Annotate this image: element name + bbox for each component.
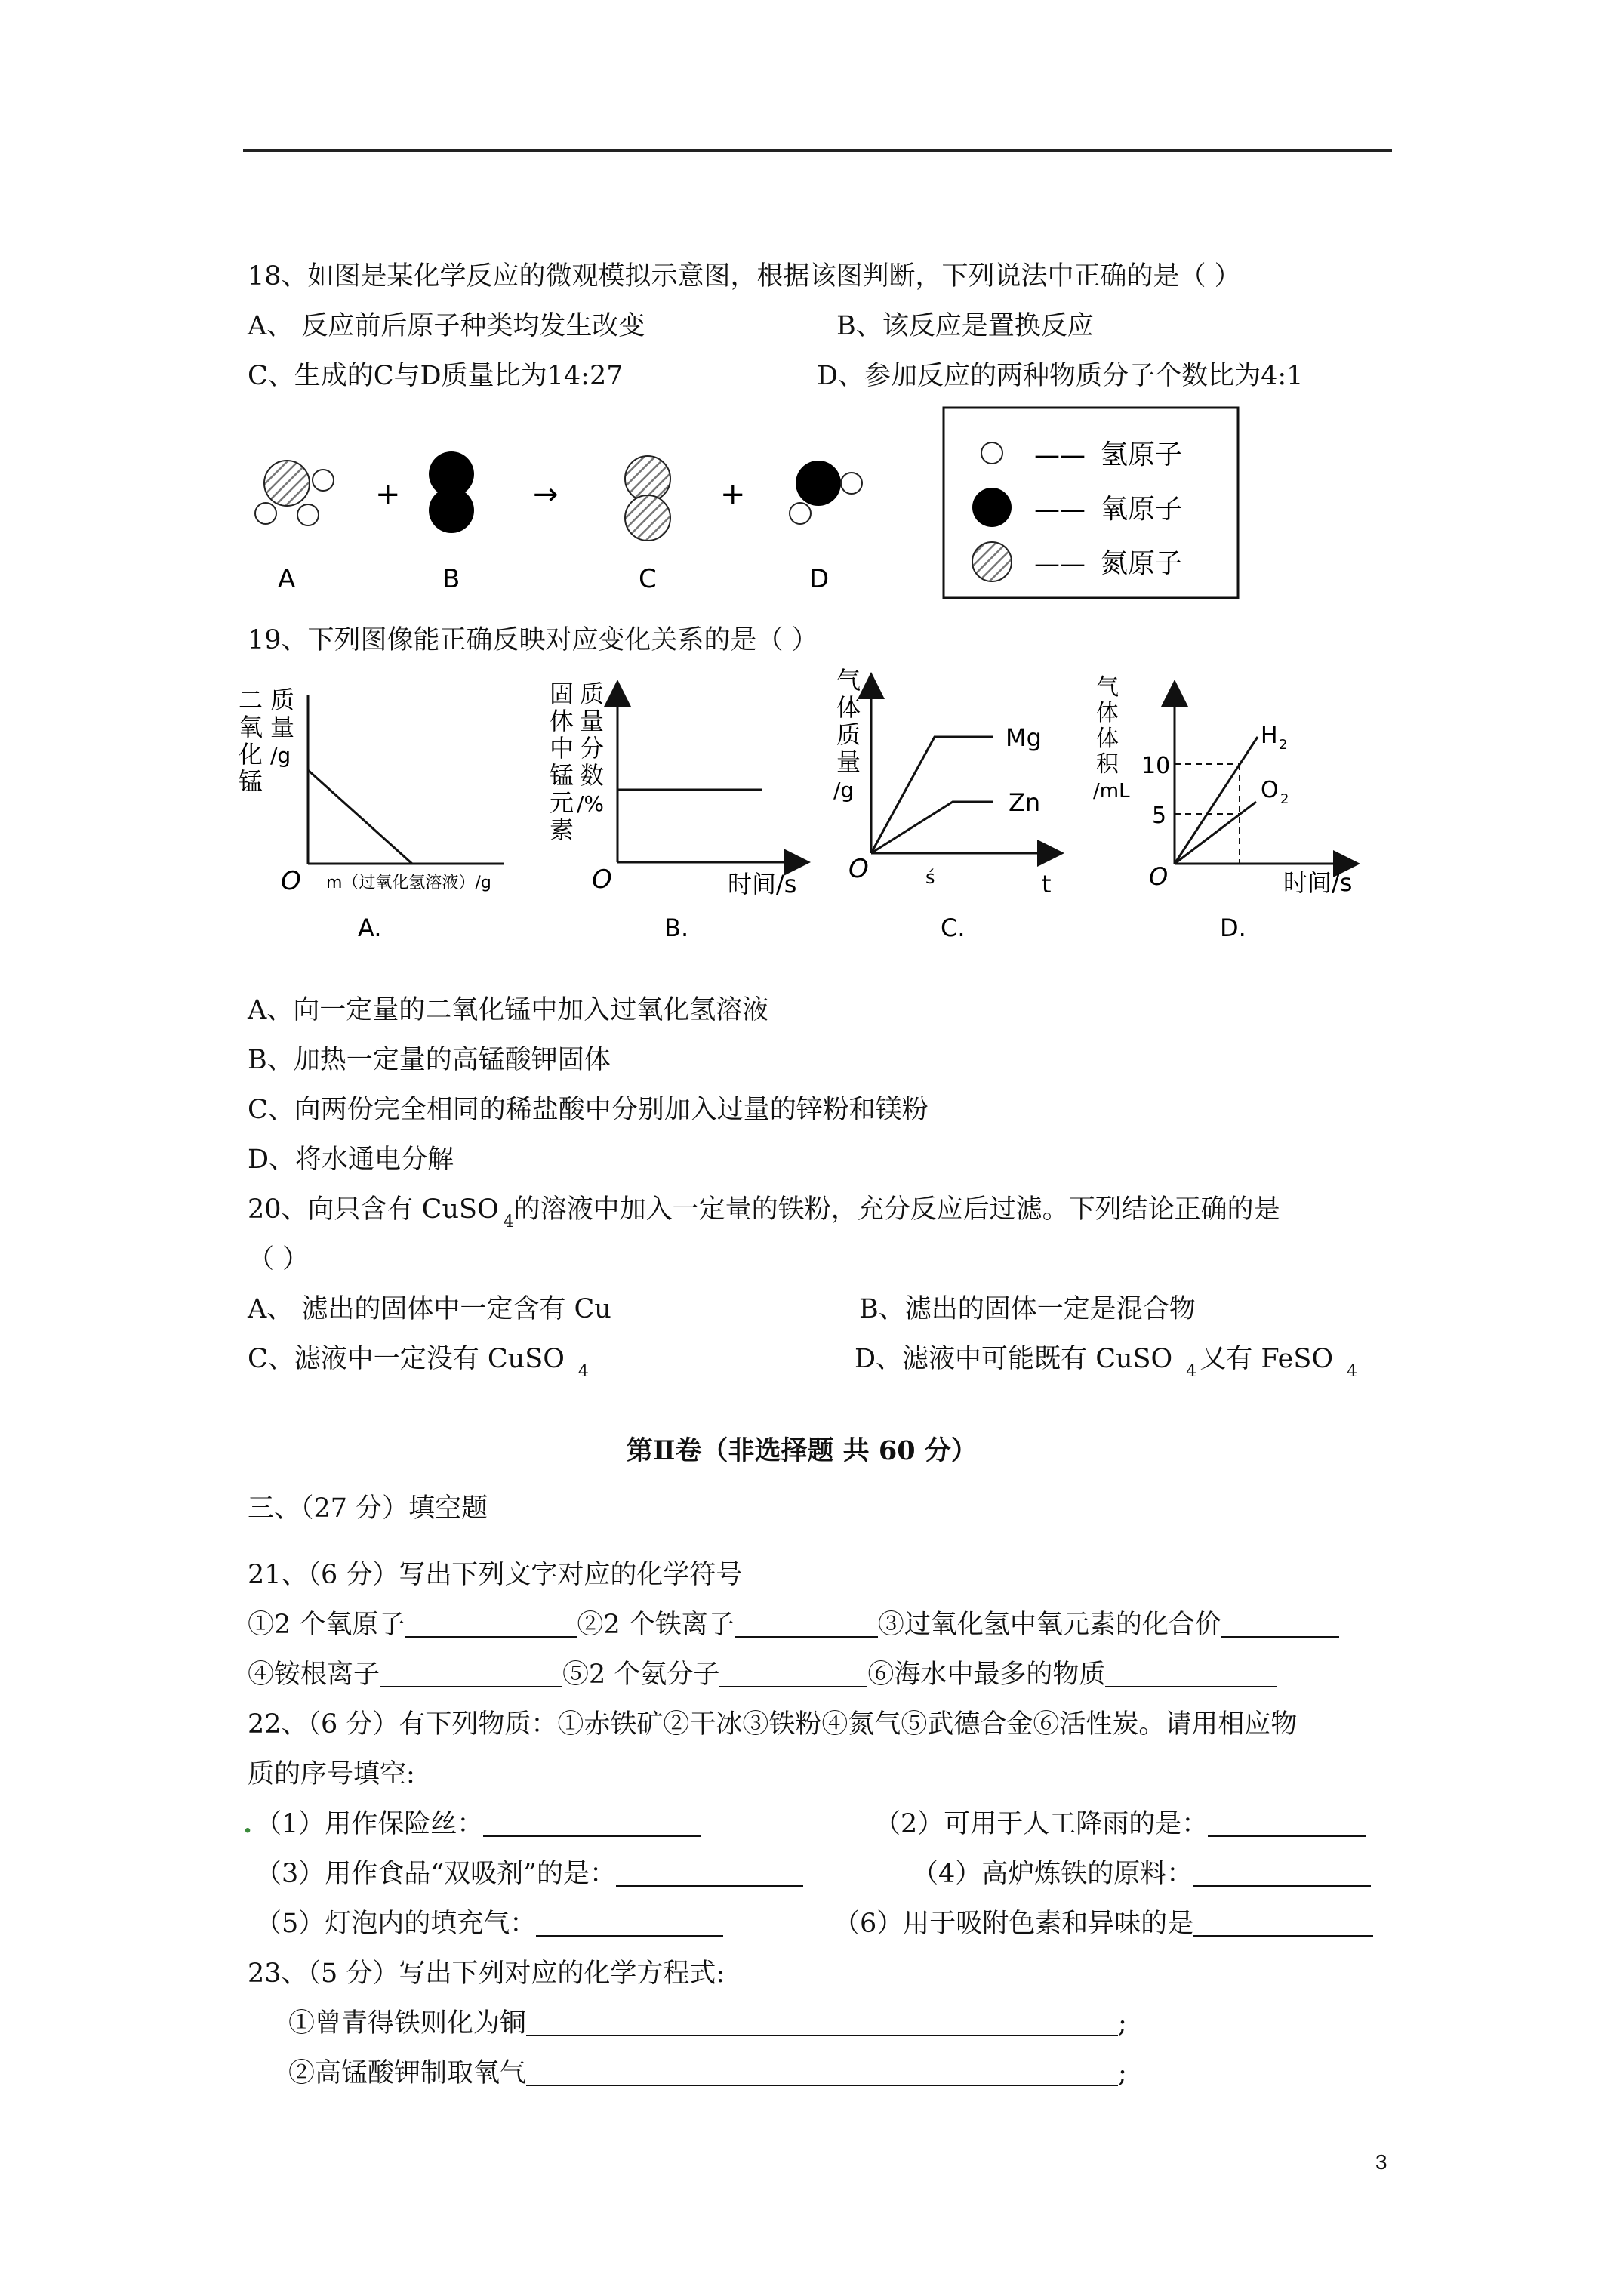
q18-option-b: B、该反应是置换反应 [836, 311, 1094, 341]
graph-b-caption: B. [664, 914, 689, 942]
q21-item-4: ④铵根离子 [248, 1660, 380, 1690]
legend-sep-3: —— [1034, 549, 1086, 579]
legend-n-atom [972, 542, 1012, 581]
q18-option-d: D、参加反应的两种物质分子个数比为4:1 [817, 361, 1304, 391]
label-a: A [278, 564, 296, 594]
legend-h-atom [981, 442, 1002, 464]
q18-stem: 18、如图是某化学反应的微观模拟示意图，根据该图判断，下列说法中正确的是（ ） [248, 261, 1241, 291]
graph-d-h2-line [1175, 737, 1258, 864]
q20-option-d-sub2: 4 [1347, 1362, 1358, 1381]
graph-a [239, 686, 504, 942]
graph-d-caption: D. [1220, 914, 1246, 942]
molecule-d [790, 461, 862, 524]
q22-row3-left [255, 1907, 723, 1940]
part3-heading: 三、（27 分）填空题 [248, 1493, 488, 1524]
q21-item-3: ③过氧化氢中氧元素的化合价 [877, 1610, 1221, 1640]
graph-c-zn-label: Zn [1009, 788, 1041, 817]
q22-item-1: （1）用作保险丝： [255, 1809, 484, 1839]
graph-c-ylabel-4: 量 [836, 747, 861, 776]
q23-semicolon-2: ; [1118, 2058, 1127, 2088]
page-number: 3 [1375, 2150, 1387, 2174]
graph-c-caption: C. [941, 914, 965, 942]
graph-a-ylabel-3: 化 [239, 740, 263, 769]
q22-blank-2[interactable] [1208, 1811, 1366, 1837]
graph-b-ylabel2-2: 量 [580, 707, 605, 735]
q22-row1-right [874, 1808, 1366, 1841]
q21-blank-5[interactable] [719, 1662, 867, 1687]
reaction-diagram [0, 0, 1623, 619]
graph-b-ylabel-2: 体 [550, 707, 574, 735]
section-title: 第Ⅱ卷（非选择题 共 60 分） [627, 1435, 978, 1466]
q23-item-2: ②高锰酸钾制取氧气 [288, 2058, 527, 2088]
molecule-c [625, 456, 670, 541]
q20-stem-pre: 20、向只含有 CuSO [248, 1194, 499, 1225]
graph-d-o2-line [1175, 802, 1256, 864]
graph-b-ylabel2-1: 质 [580, 680, 605, 708]
q22-blank-4[interactable] [1193, 1861, 1371, 1887]
graph-d-ylabel-1: 气 [1096, 674, 1119, 701]
legend-box [944, 408, 1238, 598]
plus-sign-2: + [720, 477, 746, 512]
q22-blank-3[interactable] [616, 1861, 803, 1887]
q21-row1 [248, 1608, 1339, 1641]
q22-blank-1[interactable] [483, 1811, 701, 1837]
graph-b-ylabel-1: 固 [550, 680, 574, 708]
legend-sep-1: —— [1034, 440, 1086, 470]
q23-row2 [288, 2057, 1127, 2090]
label-b: B [442, 564, 460, 594]
q23-semicolon-1: ; [1118, 2008, 1127, 2039]
graph-b-ylabel2-5: /% [577, 791, 605, 816]
graph-c-ylabel-2: 体 [836, 693, 861, 722]
graph-d-xlabel: 时间/s [1283, 868, 1353, 897]
graph-a-caption: A. [358, 914, 382, 942]
q23-row1 [288, 2007, 1127, 2040]
label-c: C [639, 564, 657, 594]
q20-stem-post: 的溶液中加入一定量的铁粉，充分反应后过滤。下列结论正确的是 [513, 1194, 1280, 1225]
q20-option-b: B、滤出的固体一定是混合物 [859, 1294, 1196, 1324]
graph-c-mg-label: Mg [1006, 723, 1042, 752]
q21-blank-3[interactable] [1221, 1612, 1339, 1638]
graph-a-xlabel: m（过氧化氢溶液）/g [326, 874, 491, 892]
graph-d-origin: O [1149, 862, 1169, 891]
q23-stem: 23、（5 分）写出下列对应的化学方程式: [248, 1959, 725, 1989]
graph-c-xlabel: t [1042, 870, 1052, 898]
q20-option-d-mid: 又有 FeSO [1200, 1344, 1334, 1374]
graph-d-h2-sub: 2 [1279, 737, 1288, 753]
graph-c-origin: O [848, 854, 869, 884]
molecule-a [255, 461, 334, 525]
graph-a-ylabel2-1: 质 [270, 686, 295, 714]
plus-sign-1: + [375, 477, 401, 512]
green-dot: . [243, 1808, 253, 1839]
q20-option-d [855, 1342, 1357, 1388]
graph-d-h2-label: H [1261, 723, 1278, 749]
q20-option-c-sub: 4 [577, 1362, 589, 1381]
graph-b-ylabel-5: 元 [550, 788, 574, 817]
graph-d-o2-label: O [1261, 777, 1279, 803]
graph-a-ylabel2-2: 量 [270, 713, 295, 741]
graph-b-ylabel2-3: 分 [580, 734, 605, 763]
q22-row1-left [255, 1808, 701, 1841]
graph-a-ylabel2-3: /g [270, 743, 291, 768]
legend-oxygen: 氧原子 [1101, 494, 1183, 525]
q21-blank-1[interactable] [405, 1612, 577, 1638]
graph-b [550, 680, 806, 942]
graph-b-ylabel-3: 中 [550, 734, 574, 763]
q23-blank-2[interactable] [526, 2060, 1118, 2086]
q22-stem-2: 质的序号填空: [248, 1759, 415, 1789]
q23-blank-1[interactable] [526, 2011, 1118, 2036]
legend-nitrogen: 氮原子 [1101, 548, 1183, 579]
q19-option-b: B、加热一定量的高锰酸钾固体 [248, 1045, 611, 1075]
q22-item-5: （5）灯泡内的填充气： [255, 1909, 537, 1939]
reaction-arrow: → [533, 477, 559, 512]
graph-c-xlabel-left: ś [925, 867, 935, 888]
q22-blank-6[interactable] [1193, 1911, 1373, 1937]
graph-c-ylabel-1: 气 [836, 666, 861, 695]
q22-row3-right [833, 1907, 1373, 1940]
graph-c [833, 666, 1060, 942]
q21-blank-4[interactable] [380, 1662, 562, 1687]
q20-option-c-text: C、滤液中一定没有 CuSO [248, 1344, 565, 1374]
q21-stem: 21、（6 分）写出下列文字对应的化学符号 [248, 1560, 743, 1590]
q21-blank-2[interactable] [735, 1612, 878, 1638]
q20-option-d-text: D、滤液中可能既有 CuSO [855, 1344, 1173, 1374]
graph-d-o2-sub: 2 [1280, 791, 1289, 807]
graph-b-origin: O [592, 864, 612, 895]
graph-a-ylabel-1: 二 [239, 686, 263, 714]
graph-b-xlabel: 时间/s [728, 870, 797, 898]
q22-item-3: （3）用作食品“双吸剂”的是： [255, 1859, 617, 1889]
legend-o-atom [972, 488, 1012, 527]
graph-c-zn-line [871, 802, 993, 853]
q20-option-a: A、 滤出的固体中一定含有 Cu [248, 1294, 611, 1324]
q21-item-5: ⑤2 个氨分子 [562, 1660, 720, 1690]
q19-option-d: D、将水通电分解 [248, 1145, 454, 1175]
legend-sep-2: —— [1034, 495, 1086, 525]
graph-d-tick-10: 10 [1141, 753, 1171, 779]
q21-item-2: ②2 个铁离子 [577, 1610, 735, 1640]
q21-blank-6[interactable] [1105, 1662, 1277, 1687]
q20-option-d-sub1: 4 [1186, 1362, 1197, 1381]
q20-stem-line2: （ ） [248, 1244, 310, 1274]
graph-a-ylabel-4: 锰 [239, 767, 263, 796]
graph-d-ylabel-2: 体 [1096, 700, 1119, 726]
graph-b-ylabel-4: 锰 [550, 761, 574, 790]
graph-d-ylabel-5: /mL [1093, 780, 1130, 803]
graph-d-ylabel-3: 体 [1096, 726, 1119, 752]
legend-hydrogen: 氢原子 [1101, 439, 1183, 470]
q22-item-4: （4）高炉炼铁的原料： [912, 1859, 1193, 1889]
q20-stem [248, 1193, 1280, 1239]
q20-option-c [248, 1342, 589, 1388]
q21-row2 [248, 1658, 1277, 1691]
graph-b-ylabel-6: 素 [550, 815, 574, 844]
graph-a-line [308, 770, 412, 864]
q18-option-a: A、 反应前后原子种类均发生改变 [248, 311, 645, 341]
graph-d-ylabel-4: 积 [1096, 751, 1119, 778]
graph-b-ylabel2-4: 数 [580, 761, 605, 790]
graph-d-tick-5: 5 [1152, 803, 1167, 829]
q23-item-1: ①曾青得铁则化为铜 [288, 2008, 527, 2039]
label-d: D [809, 564, 830, 594]
q19-option-a: A、向一定量的二氧化锰中加入过氧化氢溶液 [248, 995, 769, 1025]
graph-d [1093, 674, 1356, 942]
q22-stem: 22、（6 分）有下列物质：①赤铁矿②干冰③铁粉④氮气⑤武德合金⑥活性炭。请用相应物 [248, 1709, 1298, 1740]
graph-a-ylabel-2: 氧 [239, 713, 263, 741]
q22-blank-5[interactable] [536, 1911, 723, 1937]
q21-item-1: ①2 个氧原子 [248, 1610, 405, 1640]
q19-graphs [0, 664, 1623, 951]
graph-c-mg-line [871, 737, 993, 853]
q19-option-c: C、向两份完全相同的稀盐酸中分别加入过量的锌粉和镁粉 [248, 1095, 929, 1125]
q22-row2-right [912, 1857, 1371, 1891]
q22-row2-left [255, 1857, 803, 1891]
graph-a-origin: O [281, 866, 301, 896]
q22-item-2: （2）可用于人工降雨的是： [874, 1809, 1209, 1839]
molecule-b [429, 451, 474, 533]
q22-item-6: （6）用于吸附色素和异味的是 [833, 1909, 1194, 1939]
q20-stem-sub: 4 [503, 1213, 514, 1231]
q21-item-6: ⑥海水中最多的物质 [867, 1660, 1106, 1690]
q19-stem: 19、下列图像能正确反映对应变化关系的是（ ） [248, 625, 818, 655]
graph-c-ylabel-3: 质 [836, 720, 861, 749]
graph-c-ylabel-5: /g [833, 778, 855, 803]
q18-option-c: C、生成的C与D质量比为14:27 [248, 361, 624, 391]
